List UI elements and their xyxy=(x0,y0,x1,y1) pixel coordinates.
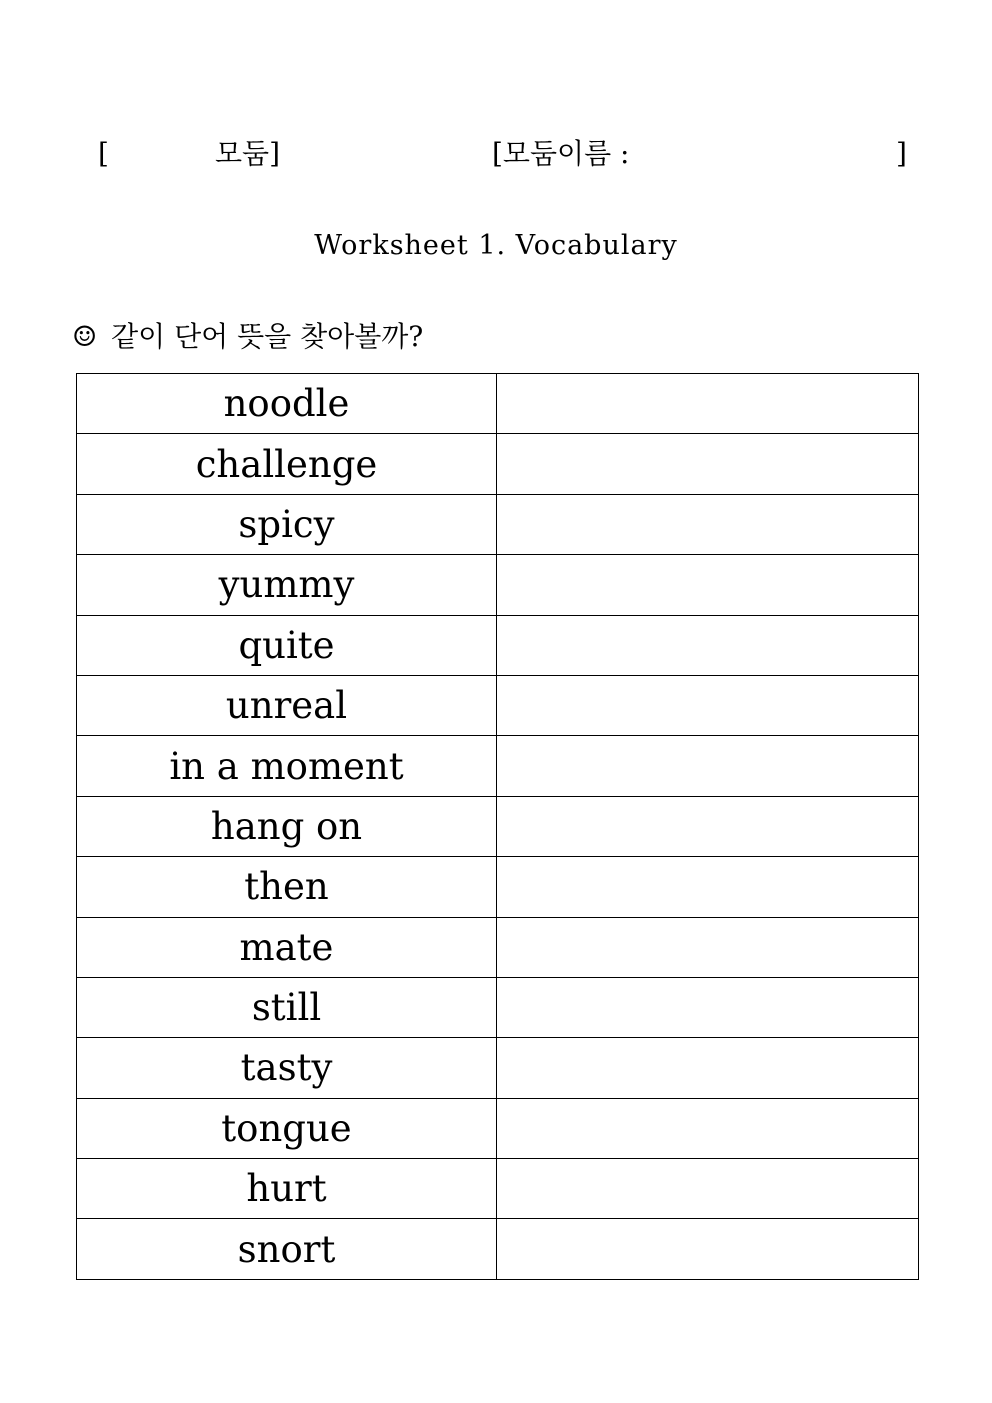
vocab-meaning-cell[interactable] xyxy=(497,1038,919,1098)
instruction xyxy=(72,320,423,354)
vocab-word: challenge xyxy=(77,434,497,494)
header-bracket-open: [ xyxy=(98,137,109,170)
vocab-meaning-cell[interactable] xyxy=(497,1098,919,1158)
vocabulary-table xyxy=(76,373,919,1280)
vocab-meaning-cell[interactable] xyxy=(497,374,919,434)
vocab-meaning-cell[interactable] xyxy=(497,434,919,494)
vocab-meaning-cell[interactable] xyxy=(497,1159,919,1219)
vocab-word: yummy xyxy=(77,555,497,615)
vocab-word: in a moment xyxy=(77,736,497,796)
vocab-row xyxy=(77,977,919,1037)
header-bracket-close: ] xyxy=(896,137,907,170)
vocab-meaning-cell[interactable] xyxy=(497,555,919,615)
vocab-row xyxy=(77,494,919,554)
vocab-row xyxy=(77,1038,919,1098)
vocab-word: tongue xyxy=(77,1098,497,1158)
vocab-row xyxy=(77,1159,919,1219)
vocab-meaning-cell[interactable] xyxy=(497,615,919,675)
worksheet-title: Worksheet 1. Vocabulary xyxy=(314,230,678,261)
vocab-row xyxy=(77,434,919,494)
vocab-row xyxy=(77,857,919,917)
vocab-row xyxy=(77,917,919,977)
vocab-word: hurt xyxy=(77,1159,497,1219)
vocab-word: unreal xyxy=(77,675,497,735)
vocab-meaning-cell[interactable] xyxy=(497,857,919,917)
vocab-meaning-cell[interactable] xyxy=(497,736,919,796)
instruction-text: 같이 단어 뜻을 찾아볼까? xyxy=(111,320,424,353)
vocab-word: quite xyxy=(77,615,497,675)
vocab-row xyxy=(77,555,919,615)
vocab-word: tasty xyxy=(77,1038,497,1098)
vocab-meaning-cell[interactable] xyxy=(497,494,919,554)
vocab-meaning-cell[interactable] xyxy=(497,917,919,977)
group-label: 모둠] xyxy=(215,137,281,170)
vocab-word: still xyxy=(77,977,497,1037)
vocab-row xyxy=(77,374,919,434)
vocab-word: then xyxy=(77,857,497,917)
smiley-icon: ☺ xyxy=(72,320,98,353)
vocab-row xyxy=(77,736,919,796)
vocab-row xyxy=(77,1098,919,1158)
vocab-word: mate xyxy=(77,917,497,977)
vocab-word: noodle xyxy=(77,374,497,434)
vocab-meaning-cell[interactable] xyxy=(497,675,919,735)
vocab-word: snort xyxy=(77,1219,497,1279)
vocab-meaning-cell[interactable] xyxy=(497,977,919,1037)
vocab-row xyxy=(77,796,919,856)
vocab-row xyxy=(77,675,919,735)
vocab-meaning-cell[interactable] xyxy=(497,796,919,856)
vocab-row xyxy=(77,1219,919,1279)
vocab-word: hang on xyxy=(77,796,497,856)
vocab-meaning-cell[interactable] xyxy=(497,1219,919,1279)
vocab-row xyxy=(77,615,919,675)
group-name-label: [모둠이름 : xyxy=(492,137,630,170)
vocab-word: spicy xyxy=(77,494,497,554)
